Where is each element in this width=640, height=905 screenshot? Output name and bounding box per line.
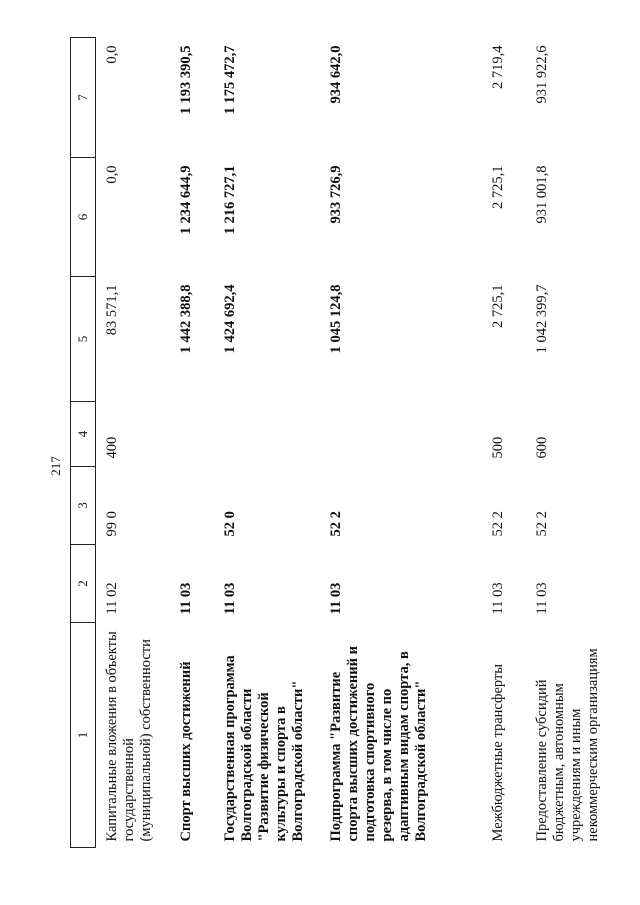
expense-type-code [214, 402, 320, 467]
expense-type-code [170, 402, 214, 467]
expense-type-code: 400 [104, 436, 120, 459]
row-name: Подпрограмма "Развитие спорта высших достижений и подготовка спортивного резерва, в том числе по адаптивным видам спорта, в Волгоградской области" [328, 646, 429, 842]
table-row [526, 38, 616, 848]
amount-col6: 2 725,1 [490, 165, 506, 209]
amount-col6: 0,0 [104, 165, 120, 184]
page-number: 217 [48, 456, 63, 476]
row-name: Предоставление субсидий бюджетным, автономным учреждениям и иным некоммерческим организациям [534, 648, 601, 842]
row-name: Государственная программа Волгоградской области "Развитие физической культуры и спорта в Волгоградской области" [222, 655, 306, 842]
expense-type-code: 500 [490, 436, 506, 459]
table-row [482, 38, 526, 848]
row-name: Спорт высших достижений [178, 661, 194, 842]
program-code: 52 2 [490, 511, 506, 537]
section-code: 11 03 [490, 582, 506, 615]
expense-type-code [320, 402, 482, 467]
table-row [170, 38, 214, 848]
col-header-3: 3 [71, 467, 96, 545]
section-code: 11 03 [534, 582, 550, 615]
amount-col7: 0,0 [104, 45, 120, 64]
amount-col7: 2 719,4 [490, 45, 506, 89]
row-name: Межбюджетные трансферты [490, 663, 506, 842]
amount-col7: 934 642,0 [328, 45, 344, 104]
amount-col6: 1 234 644,9 [178, 165, 194, 235]
amount-col5: 1 424 692,4 [222, 284, 238, 354]
amount-col6: 933 726,9 [328, 165, 344, 224]
col-header-6: 6 [71, 158, 96, 277]
col-header-4: 4 [71, 402, 96, 467]
program-code: 52 0 [222, 511, 238, 537]
amount-col7: 1 175 472,7 [222, 45, 238, 115]
col-header-1: 1 [71, 623, 96, 848]
section-code: 11 03 [222, 582, 238, 615]
program-code [170, 467, 214, 545]
table-row [96, 38, 171, 848]
amount-col5: 83 571,1 [104, 284, 120, 336]
col-header-7: 7 [71, 38, 96, 158]
expense-type-code: 600 [534, 436, 550, 459]
col-header-2: 2 [71, 545, 96, 623]
section-code: 11 02 [104, 582, 120, 615]
amount-col5: 1 042 399,7 [534, 284, 550, 354]
amount-col6: 1 216 727,1 [222, 165, 238, 235]
table-row [320, 38, 482, 848]
amount-col7: 931 922,6 [534, 45, 550, 104]
section-code: 11 03 [328, 582, 344, 615]
program-code: 52 2 [534, 511, 550, 537]
column-number-header-row [71, 38, 96, 848]
row-name: Капитальные вложения в объекты государственной (муниципальной) собственности [104, 631, 154, 842]
amount-col5: 1 442 388,8 [178, 284, 194, 354]
budget-table [70, 37, 616, 848]
section-code: 11 03 [178, 582, 194, 615]
amount-col5: 1 045 124,8 [328, 284, 344, 354]
amount-col5: 2 725,1 [490, 284, 506, 328]
amount-col6: 931 001,8 [534, 165, 550, 224]
table-row [214, 38, 320, 848]
rotated-table-container [70, 38, 630, 848]
amount-col7: 1 193 390,5 [178, 45, 194, 115]
program-code: 99 0 [104, 511, 120, 537]
program-code: 52 2 [328, 511, 344, 537]
col-header-5: 5 [71, 277, 96, 402]
